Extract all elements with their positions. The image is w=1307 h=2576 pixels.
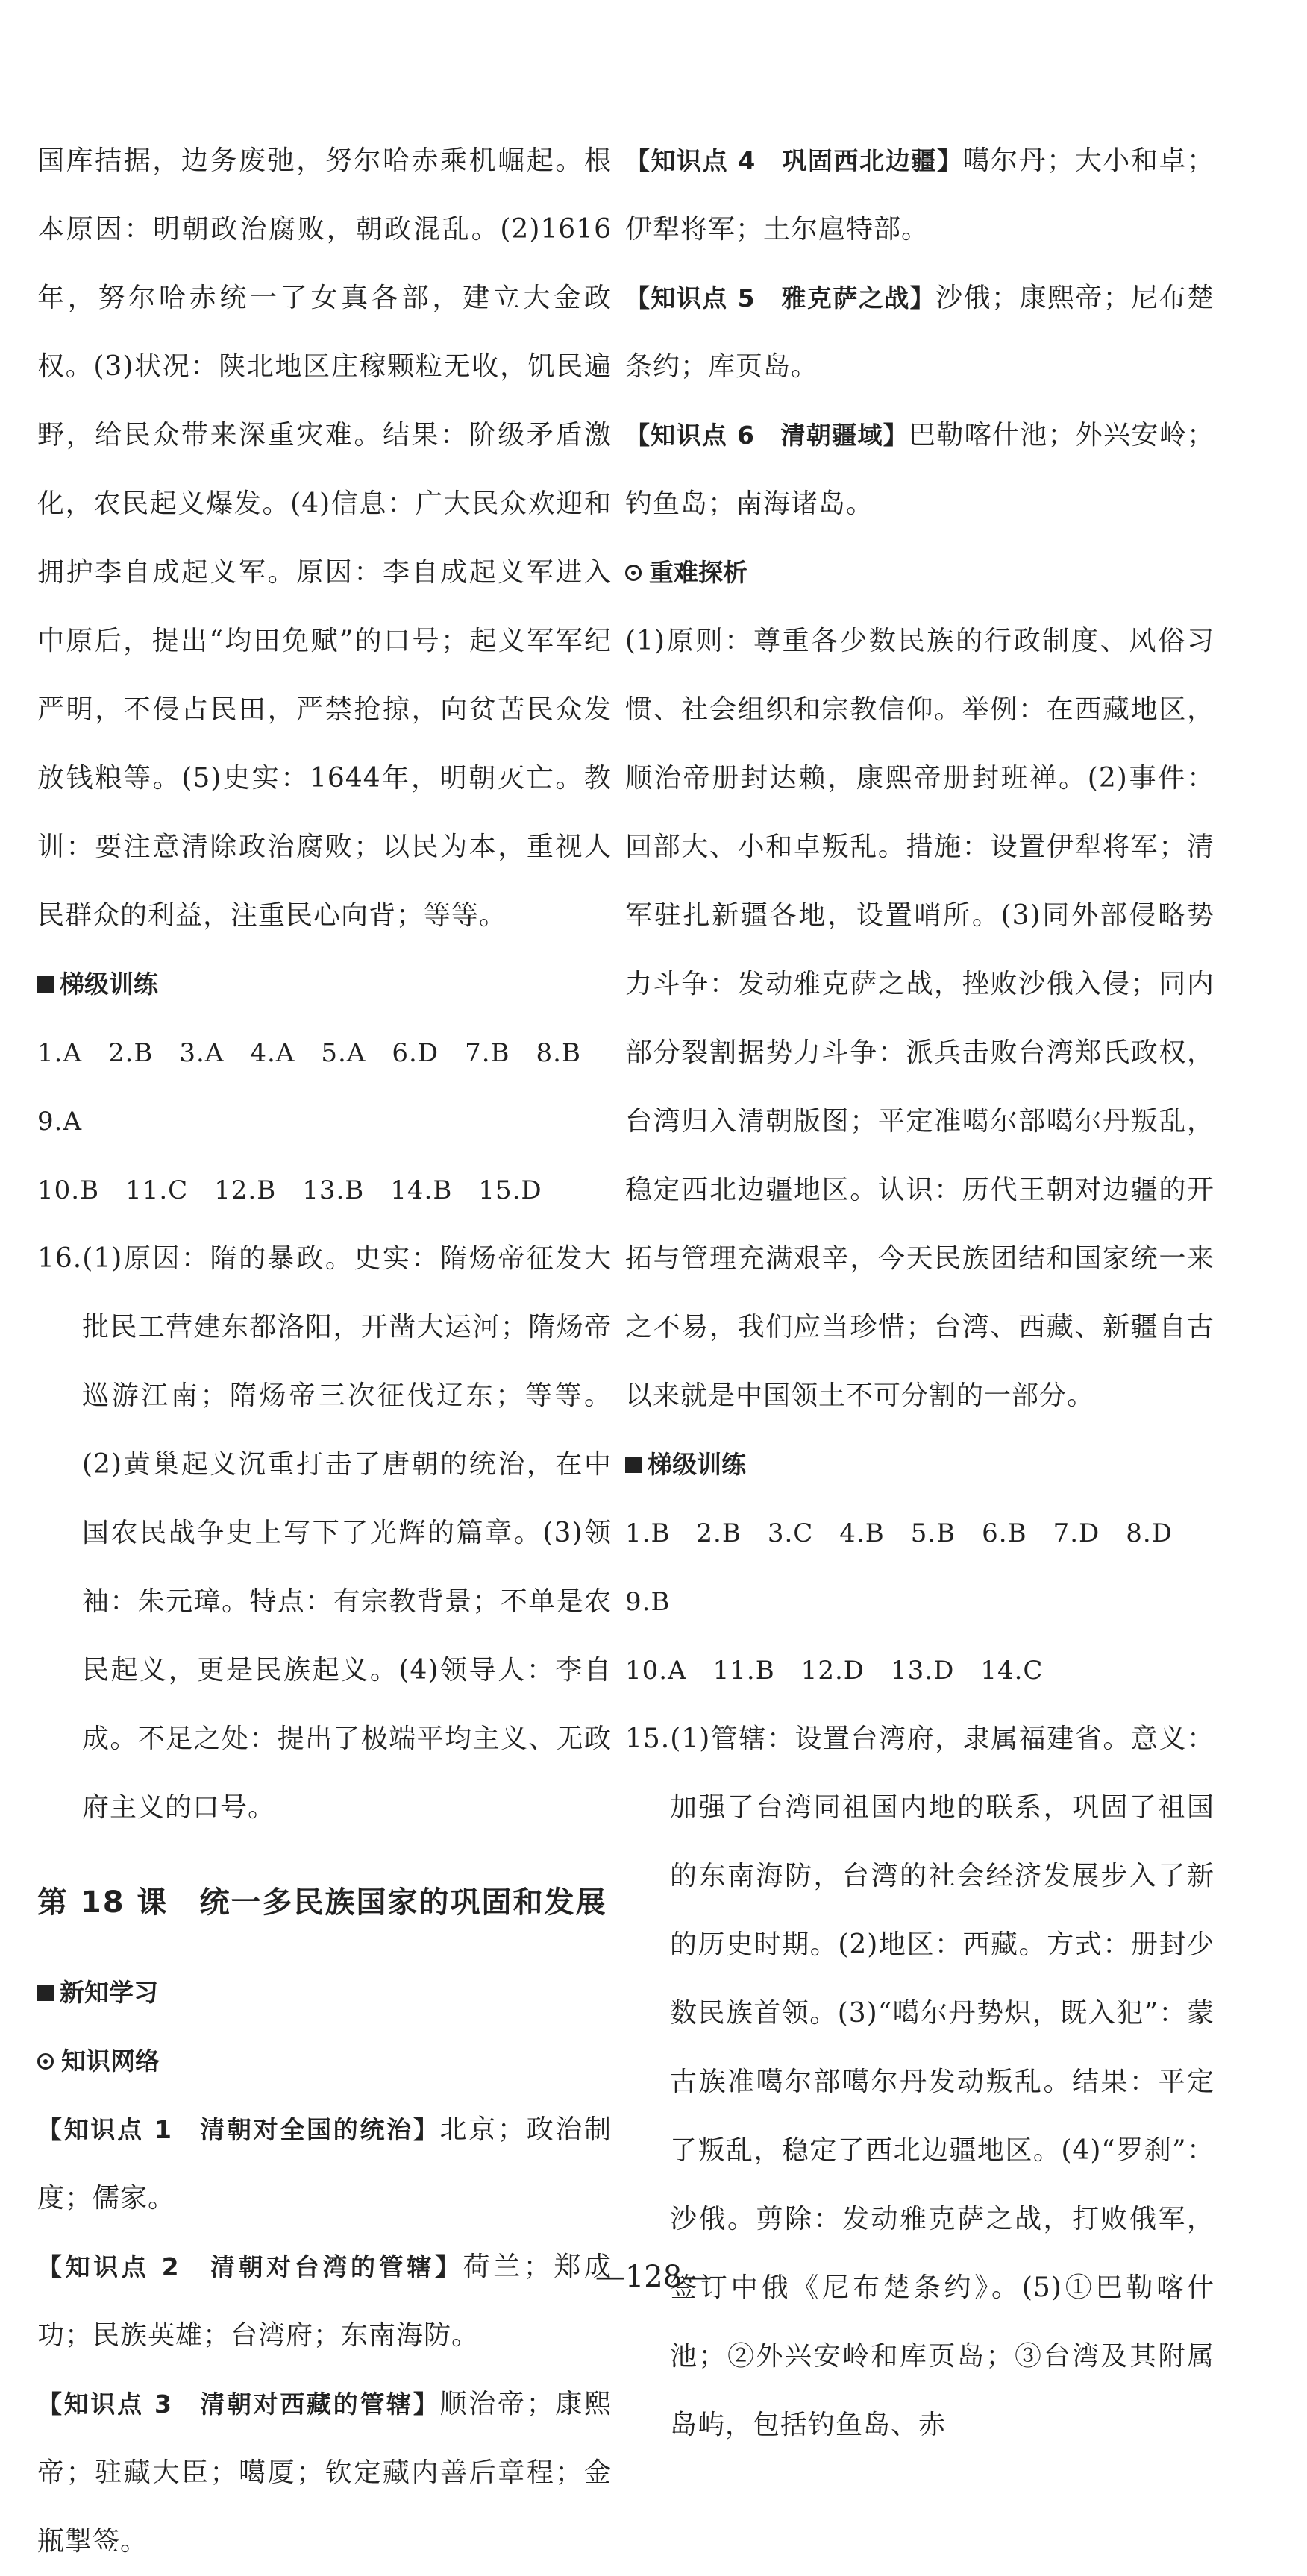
square-bullet-icon	[37, 976, 54, 993]
page-number: —128—	[595, 2260, 712, 2294]
circle-dot-icon	[37, 2053, 54, 2070]
section-ladder-heading	[37, 950, 612, 1019]
kp5-label: 【知识点 5 雅克萨之战】	[625, 283, 936, 312]
sub-analysis-heading	[625, 538, 1214, 607]
knowledge-point-6	[625, 401, 1214, 538]
kp5-text: 沙俄；康熙帝；尼布楚条约；库页岛。	[625, 283, 1214, 382]
sub-network-heading	[37, 2027, 612, 2096]
kp4-label: 【知识点 4 巩固西北边疆】	[625, 146, 963, 175]
lesson-title: 第 18 课 统一多民族国家的巩固和发展	[37, 1885, 607, 1920]
answers-line-2: 10.B 11.C 12.B 13.B 14.B 15.D	[37, 1175, 542, 1205]
section-ladder-heading-right	[625, 1430, 1214, 1499]
sub-analysis-label: 重难探析	[649, 558, 747, 587]
right-column	[625, 127, 1214, 2460]
knowledge-point-3	[37, 2370, 612, 2576]
left-column	[37, 127, 612, 2576]
knowledge-point-5	[625, 264, 1214, 401]
square-bullet-icon	[37, 1985, 54, 2001]
answers-line-1-right: 1.B 2.B 3.C 4.B 5.B 6.B 7.D 8.D 9.B	[625, 1518, 1199, 1617]
answers-line-2-right: 10.A 11.B 12.D 13.D 14.C	[625, 1656, 1044, 1686]
intro-paragraph: 国库拮据，边务废弛，努尔哈赤乘机崛起。根本原因：明朝政治腐败，朝政混乱。(2)1616年，努尔哈赤统一了女真各部，建立大金政权。(3)状况：陕北地区庄稼颗粒无收，饥民遍野，给民众带来深重灾难。结果：阶级矛盾激化，农民起义爆发。(4)信息：广大民众欢迎和拥护李自成起义军。原因：李自成起义军进入中原后，提出“均田免赋”的口号；起义军军纪严明，不侵占民田，严禁抢掠，向贫苦民众发放钱粮等。(5)史实：1644年，明朝灭亡。教训：要注意清除政治腐败；以民为本，重视人民群众的利益，注重民心向背；等等。	[37, 145, 612, 931]
section-new-heading	[37, 1958, 612, 2027]
kp6-text: 巴勒喀什池；外兴安岭；钓鱼岛；南海诸岛。	[625, 420, 1214, 519]
kp1-text: 北京；政治制度；儒家。	[37, 2114, 612, 2214]
kp1-label: 【知识点 1 清朝对全国的统治】	[37, 2115, 440, 2144]
question-15-answer: 15.(1)管辖：设置台湾府，隶属福建省。意义：加强了台湾同祖国内地的联系，巩固了祖国的东南海防，台湾的社会经济发展步入了新的历史时期。(2)地区：西藏。方式：册封少数民族首领。(3)“噶尔丹势炽，既入犯”：蒙古族准噶尔部噶尔丹发动叛乱。结果：平定了叛乱，稳定了西北边疆地区。(4)“罗刹”：沙俄。剪除：发动雅克萨之战，打败俄军，签订中俄《尼布楚条约》。(5)①巴勒喀什池；②外兴安岭和库页岛；③台湾及其附属岛屿，包括钓鱼岛、赤	[625, 1724, 1214, 2440]
kp2-text: 荷兰；郑成功；民族英雄；台湾府；东南海防。	[37, 2252, 612, 2351]
question-16-answer: 16.(1)原因：隋的暴政。史实：隋炀帝征发大批民工营建东都洛阳，开凿大运河；隋炀帝巡游江南；隋炀帝三次征伐辽东；等等。(2)黄巢起义沉重打击了唐朝的统治，在中国农民战争史上写下了光辉的篇章。(3)领袖：朱元璋。特点：有宗教背景；不单是农民起义，更是民族起义。(4)领导人：李自成。不足之处：提出了极端平均主义、无政府主义的口号。	[37, 1243, 612, 1823]
knowledge-point-1	[37, 2096, 612, 2233]
section-ladder-label-right: 梯级训练	[648, 1450, 746, 1479]
kp6-label: 【知识点 6 清朝疆域】	[625, 421, 909, 450]
knowledge-point-2	[37, 2233, 612, 2370]
kp2-label: 【知识点 2 清朝对台湾的管辖】	[37, 2252, 463, 2281]
kp4-text: 噶尔丹；大小和卓；伊犁将军；土尔扈特部。	[625, 145, 1214, 245]
analysis-paragraph: (1)原则：尊重各少数民族的行政制度、风俗习惯、社会组织和宗教信仰。举例：在西藏地区，顺治帝册封达赖，康熙帝册封班禅。(2)事件：回部大、小和卓叛乱。措施：设置伊犁将军；清军驻扎新疆各地，设置哨所。(3)同外部侵略势力斗争：发动雅克萨之战，挫败沙俄入侵；同内部分裂割据势力斗争：派兵击败台湾郑氏政权，台湾归入清朝版图；平定准噶尔部噶尔丹叛乱，稳定西北边疆地区。认识：历代王朝对边疆的开拓与管理充满艰辛，今天民族团结和国家统一来之不易，我们应当珍惜；台湾、西藏、新疆自古以来就是中国领土不可分割的一部分。	[625, 626, 1214, 1411]
kp3-text: 顺治帝；康熙帝；驻藏大臣；噶厦；钦定藏内善后章程；金瓶掣签。	[37, 2389, 612, 2557]
sub-network-label: 知识网络	[61, 2046, 160, 2076]
section-new-label: 新知学习	[60, 1978, 158, 2007]
knowledge-point-4	[625, 127, 1214, 264]
circle-dot-icon	[625, 565, 642, 581]
section-ladder-label: 梯级训练	[60, 970, 158, 999]
answers-line-1: 1.A 2.B 3.A 4.A 5.A 6.D 7.B 8.B 9.A	[37, 1038, 607, 1137]
kp3-label: 【知识点 3 清朝对西藏的管辖】	[37, 2390, 440, 2419]
square-bullet-icon	[625, 1457, 642, 1473]
